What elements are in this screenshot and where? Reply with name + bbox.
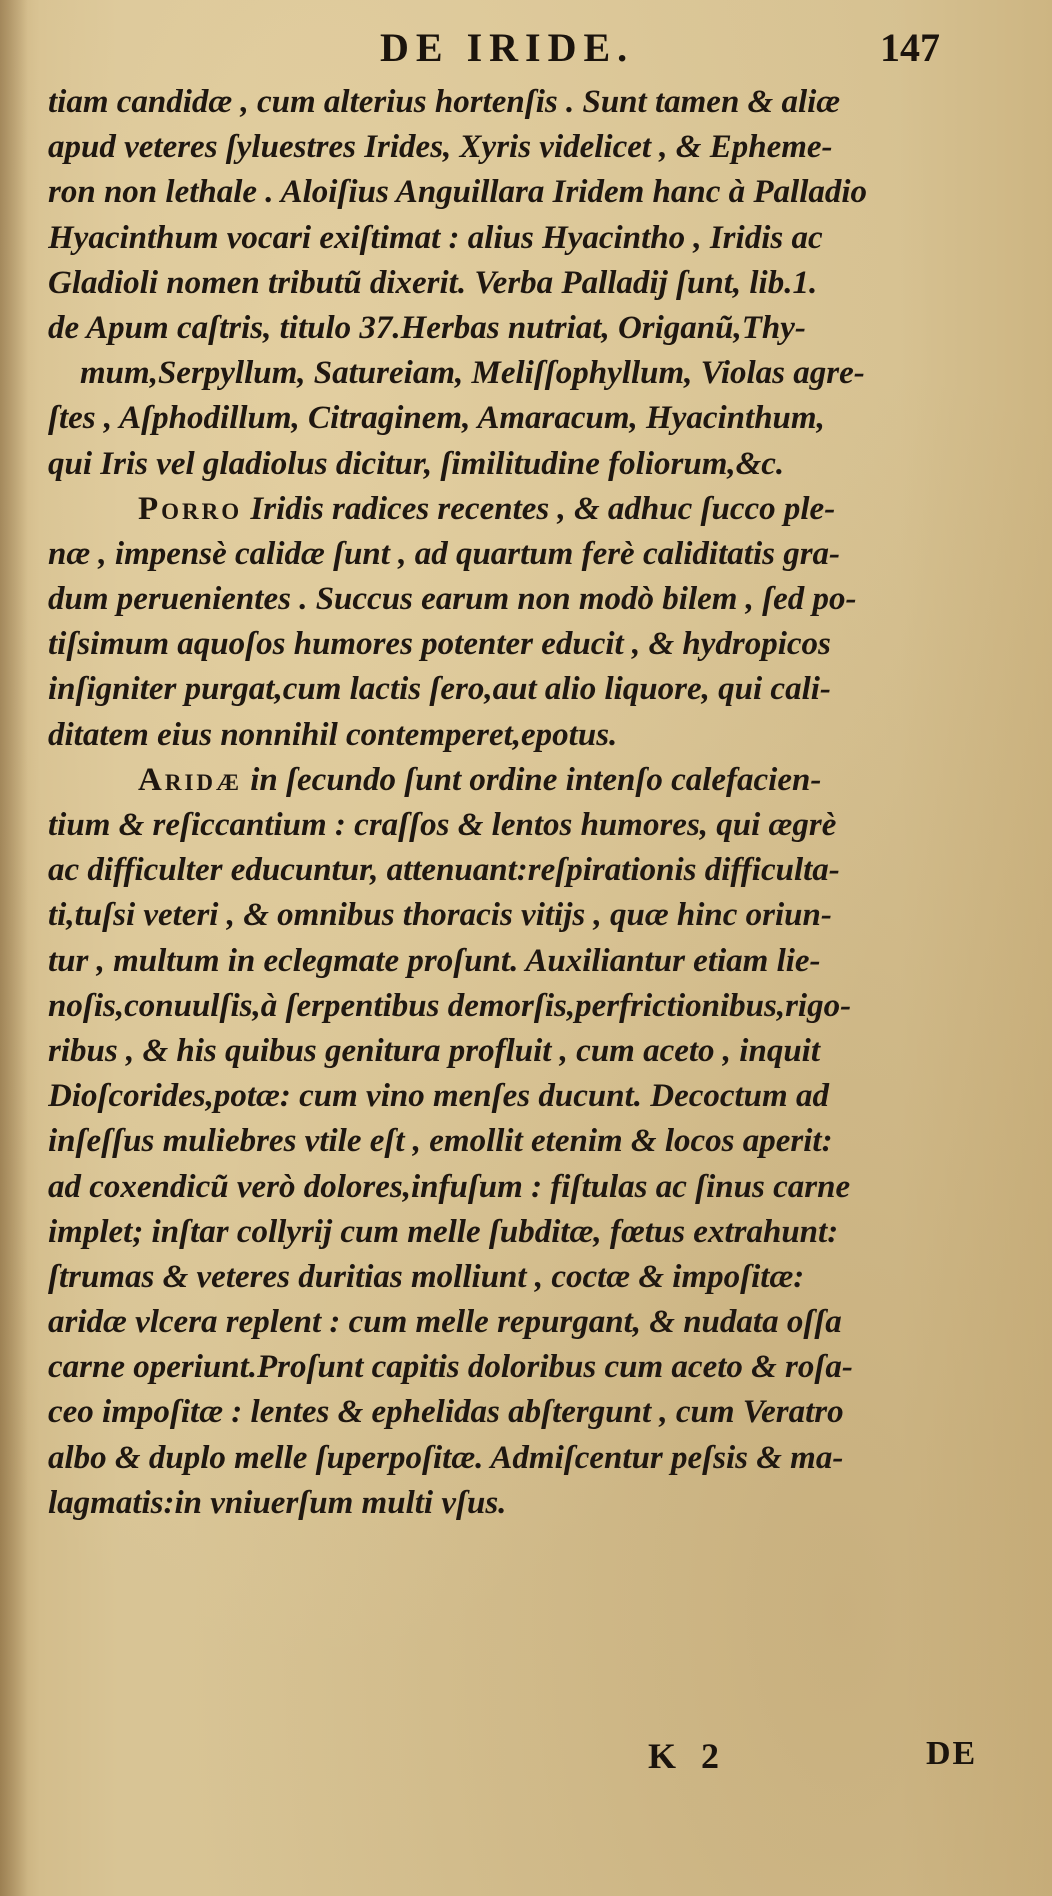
text-line: lagmatis:in vniuerſum multi vſus. <box>48 1484 507 1521</box>
paragraph-start <box>48 758 1008 803</box>
text-line: ron non lethale . Aloiſius Anguillara Iridem hanc à Palladio <box>48 174 868 211</box>
text-line: ceo impoſitæ : lentes & ephelidas abſtergunt , cum Veratro <box>48 1394 844 1431</box>
text-line: aridæ vlcera replent : cum melle repurgant, & nudata oſſa <box>48 1304 842 1341</box>
text-line: ribus , & his quibus genitura profluit , cum aceto , inquit <box>48 1032 821 1069</box>
text-line: in ſecundo ſunt ordine intenſo calefacien- <box>250 761 822 798</box>
text-line: tiam candidæ , cum alterius hortenſis . Sunt tamen & aliæ <box>48 84 841 120</box>
catchword: DE <box>926 1735 978 1772</box>
page-footer <box>0 1735 1052 1783</box>
text-line: ad coxendicũ verò dolores,infuſum : fiſtulas ac ſinus carne <box>48 1168 851 1205</box>
running-head <box>0 18 1052 70</box>
text-line: tiſsimum aquoſos humores potenter educit , & hydropicos <box>48 626 831 663</box>
text-line: dum peruenientes . Succus earum non modò bilem , ſed po- <box>48 581 857 618</box>
text-line: tium & reſiccantium : craſſos & lentos humores, qui ægrè <box>48 807 837 843</box>
text-line: qui Iris vel gladiolus dicitur, ſimilitudine foliorum,&c. <box>48 445 785 482</box>
text-line: inſigniter purgat,cum lactis ſero,aut alio liquore, qui cali- <box>48 671 831 708</box>
text-line: ſtrumas & veteres duritias molliunt , coctæ & impoſitæ: <box>48 1258 805 1295</box>
text-line: albo & duplo melle ſuperpoſitæ. Admiſcentur peſsis & ma- <box>48 1439 844 1476</box>
running-title: DE IRIDE. <box>380 25 635 70</box>
text-line: Dioſcorides,potæ: cum vino menſes ducunt. Decoctum ad <box>48 1078 829 1115</box>
text-line: Hyacinthum vocari exiſtimat : alius Hyacintho , Iridis ac <box>48 219 823 256</box>
text-line: inſeſſus muliebres vtile eſt , emollit etenim & locos aperit: <box>48 1123 833 1160</box>
text-line: Gladioli nomen tributũ dixerit. Verba Palladij ſunt, lib.1. <box>48 264 818 301</box>
text-line: tur , multum in eclegmate proſunt. Auxiliantur etiam lie- <box>48 942 821 979</box>
text-line: apud veteres ſyluestres Irides, Xyris videlicet , & Epheme- <box>48 129 833 166</box>
text-line: mum,Serpyllum, Satureiam, Meliſſophyllum, Violas agre- <box>80 355 865 392</box>
paragraph-start <box>48 487 1008 532</box>
text-line: ac difficulter educuntur, attenuant:reſpirationis difficulta- <box>48 852 840 889</box>
text-line: de Apum caſtris, titulo 37.Herbas nutriat, Origanũ,Thy- <box>48 309 806 346</box>
spine-shadow <box>0 0 28 1896</box>
text-line: ſtes , Aſphodillum, Citraginem, Amaracum, Hyacinthum, <box>48 400 825 437</box>
text-line: næ , impensè calidæ ſunt , ad quartum ferè caliditatis gra- <box>48 535 841 572</box>
text-line: noſis,conuulſis,à ſerpentibus demorſis,perfrictionibus,rigo- <box>48 987 852 1024</box>
text-line: implet; inſtar collyrij cum melle ſubditæ, fœtus extrahunt: <box>48 1213 839 1250</box>
paragraph-lead-word: Porro <box>138 490 243 527</box>
body-text <box>48 80 1008 1526</box>
text-line: ti,tuſsi veteri , & omnibus thoracis vitijs , quæ hinc oriun- <box>48 897 832 934</box>
text-line: Iridis radices recentes , & adhuc ſucco ple- <box>250 490 836 527</box>
text-line: ditatem eius nonnihil contemperet,epotus. <box>48 716 618 753</box>
page-number: 147 <box>880 25 940 70</box>
signature-mark: K 2 <box>648 1736 728 1776</box>
paragraph-lead-word: Aridæ <box>138 761 243 798</box>
text-line: carne operiunt.Proſunt capitis doloribus cum aceto & roſa- <box>48 1349 853 1386</box>
